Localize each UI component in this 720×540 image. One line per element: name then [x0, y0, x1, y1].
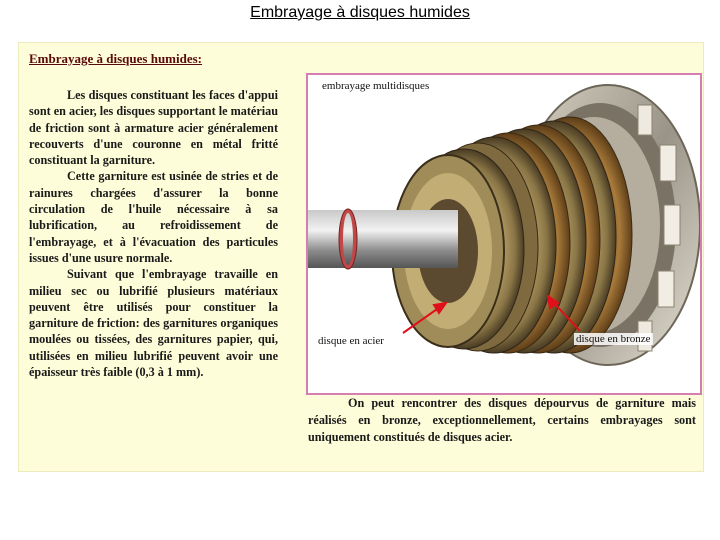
paragraph-materials: Suivant que l'embrayage travaille en milieu sec ou lubrifié plusieurs matériaux peuvent être utilisés pour constituer la garniture de friction: des garnitures organiques moulées ou tissées, des garnitures papier, qui, utilisées en milieu lubrifié peuvent avoir une épaisseur très faible (0,3 à 1 mm). — [29, 267, 278, 380]
paragraph-bronze-discs: On peut rencontrer des disques dépourvus de garniture mais réalisés en bronze, exceptionnellement, certains embrayages sont uniquement constitués de disques acier. — [308, 396, 696, 444]
left-text-block — [29, 87, 278, 380]
bottom-text-block — [308, 395, 696, 446]
clutch-shaft — [308, 209, 458, 269]
paragraph-steel-discs: Les disques constituant les faces d'appui sont en acier, les disques supportant le matériau de friction sont à armature acier généralement recouverts d'une couronne en métal fritté constituant la garniture. — [29, 88, 278, 168]
photo-label-multidisc: embrayage multidisques — [322, 80, 430, 92]
clutch-photo — [306, 73, 702, 395]
paragraph-grooves: Cette garniture est usinée de stries et de rainures chargées d'assurer la bonne circulation de l'huile nécessaire à sa lubrification, au refroidissement de l'embrayage, et à l'évacuation des particules issues d'une usure normale. — [29, 169, 278, 265]
content-panel — [18, 42, 704, 472]
photo-label-steel-disc: disque en acier — [318, 335, 384, 347]
photo-label-bronze-disc: disque en bronze — [576, 333, 651, 345]
panel-heading: Embrayage à disques humides: — [29, 51, 202, 66]
slide-title: Embrayage à disques humides — [250, 4, 470, 21]
